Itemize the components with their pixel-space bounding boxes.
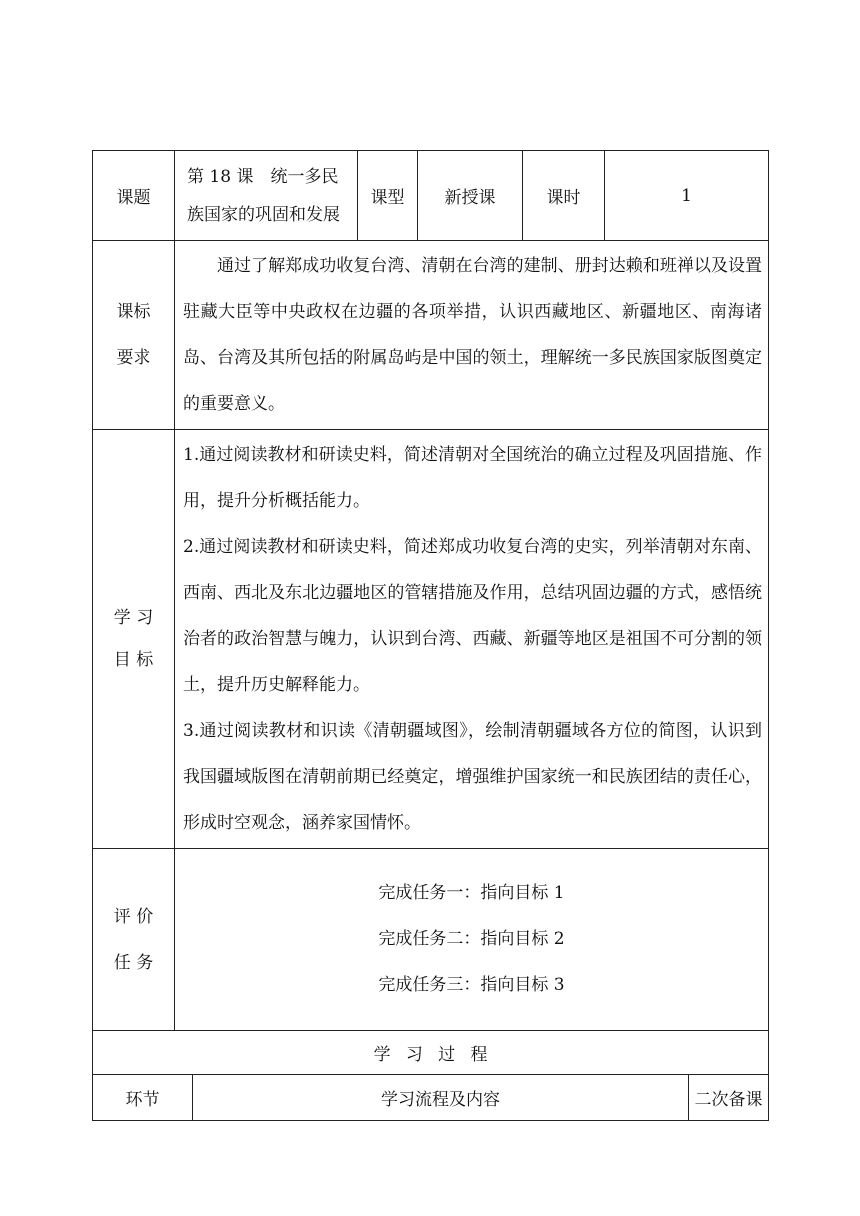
prep-column-header: 二次备课 xyxy=(689,1075,769,1121)
evaluation-task-1: 完成任务一：指向目标 1 xyxy=(378,882,565,903)
topic-label: 课题 xyxy=(93,151,175,241)
hours-value: 1 xyxy=(605,151,769,241)
evaluation-label-line2: 任 务 xyxy=(113,952,154,973)
topic-value: 第 18 课 统一多民族国家的巩固和发展 xyxy=(175,151,358,241)
evaluation-task-2: 完成任务二：指向目标 2 xyxy=(378,928,565,949)
process-title-text: 学习过程 xyxy=(373,1045,503,1065)
process-title xyxy=(93,1031,769,1075)
type-label: 课型 xyxy=(358,151,418,241)
objectives-row xyxy=(93,430,769,849)
objective-item-2: 2.通过阅读教材和研读史料，简述郑成功收复台湾的史实，列举清朝对东南、西南、西北及东北边疆地区的管辖措施及作用，总结巩固边疆的方式，感悟统治者的政治智慧与魄力，认识到台湾、西藏、新疆等地区是祖国不可分割的领土，提升历史解释能力。 xyxy=(183,537,763,695)
objective-item-1: 1.通过阅读教材和研读史料，简述清朝对全国统治的确立过程及巩固措施、作用，提升分析概括能力。 xyxy=(183,445,763,511)
lesson-plan-sheet xyxy=(92,150,768,1121)
evaluation-label-line1: 评 价 xyxy=(113,906,154,927)
standard-content xyxy=(175,241,769,430)
lesson-plan-table xyxy=(92,150,769,1121)
objectives-label xyxy=(93,430,175,849)
evaluation-label xyxy=(93,849,175,1031)
process-title-row xyxy=(93,1031,769,1075)
content-column-header: 学习流程及内容 xyxy=(193,1075,689,1121)
standard-row xyxy=(93,241,769,430)
objectives-label-line1: 学 习 xyxy=(113,608,154,628)
standard-text: 通过了解郑成功收复台湾、清朝在台湾的建制、册封达赖和班禅以及设置驻藏大臣等中央政权在边疆的各项举措，认识西藏地区、新疆地区、南海诸岛、台湾及其所包括的附属岛屿是中国的领土，理解统一多民族国家版图奠定的重要意义。 xyxy=(183,256,763,414)
standard-label-line1: 课标 xyxy=(116,302,151,322)
process-header-row xyxy=(93,1075,769,1121)
standard-label xyxy=(93,241,175,430)
type-value: 新授课 xyxy=(418,151,523,241)
hours-label: 课时 xyxy=(523,151,605,241)
objectives-content xyxy=(175,430,769,849)
stage-column-header: 环节 xyxy=(93,1075,193,1121)
objectives-label-line2: 目 标 xyxy=(113,650,154,670)
standard-label-line2: 要求 xyxy=(116,348,151,368)
evaluation-content xyxy=(175,849,769,1031)
header-row xyxy=(93,151,769,241)
evaluation-row xyxy=(93,849,769,1031)
objective-item-3: 3.通过阅读教材和识读《清朝疆域图》，绘制清朝疆域各方位的简图，认识到我国疆域版图在清朝前期已经奠定，增强维护国家统一和民族团结的责任心，形成时空观念，涵养家国情怀。 xyxy=(183,721,763,833)
evaluation-task-3: 完成任务三：指向目标 3 xyxy=(378,974,565,995)
